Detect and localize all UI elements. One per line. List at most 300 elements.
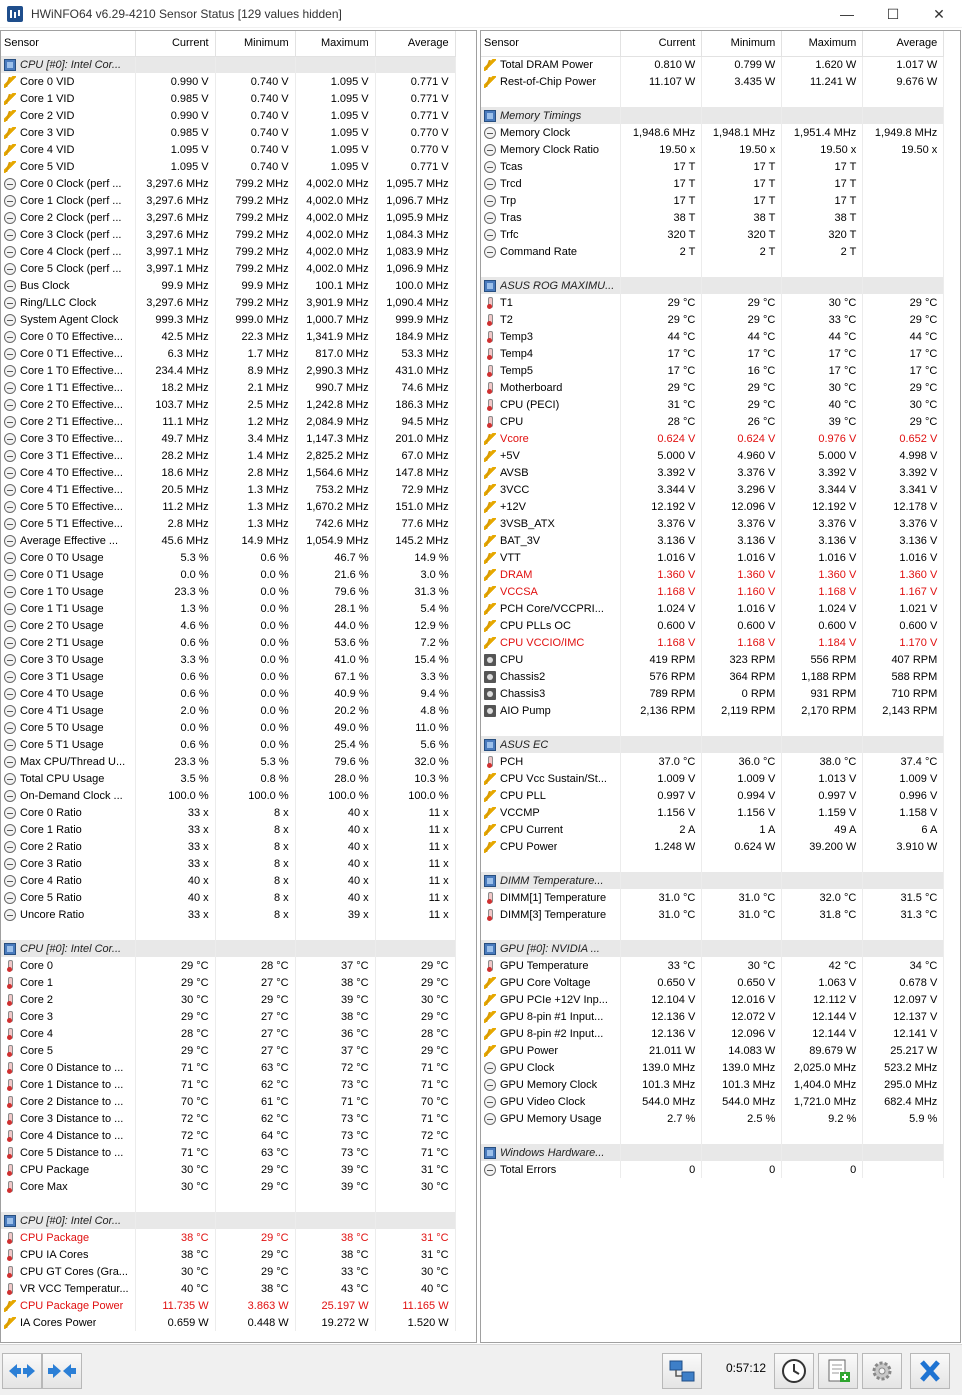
current-value: 3.344 V <box>621 481 702 498</box>
nav-arrows-button[interactable] <box>2 1353 42 1389</box>
sensor-row-uncore-ratio[interactable] <box>1 906 455 923</box>
sensor-row-cpu-package[interactable] <box>1 1229 455 1246</box>
maximum-value: 28.1 % <box>295 600 375 617</box>
sensor-row-cpu-peci[interactable] <box>481 396 944 413</box>
sensor-row-core-3-vid[interactable] <box>1 124 455 141</box>
sensor-row-dimm-3-temperature[interactable] <box>481 906 944 923</box>
clock-icon <box>484 1079 496 1091</box>
maximum-value: 4,002.0 MHz <box>295 260 375 277</box>
sensor-label: DIMM[3] Temperature <box>500 908 607 921</box>
sensor-group-header[interactable] <box>481 277 944 294</box>
maximum-value: 1.095 V <box>295 124 375 141</box>
settings-button[interactable] <box>862 1353 902 1389</box>
sensor-label: AIO Pump <box>500 704 551 717</box>
maximum-value: 742.6 MHz <box>295 515 375 532</box>
minimum-value: 27 °C <box>215 1008 295 1025</box>
current-value: 1.168 V <box>621 634 702 651</box>
sensor-row-total-dram-power[interactable] <box>481 56 944 73</box>
sensor-row-rest-of-chip-power[interactable] <box>481 73 944 90</box>
minimize-button[interactable]: — <box>840 6 854 22</box>
maximum-value: 67.1 % <box>295 668 375 685</box>
sensor-row-trp[interactable] <box>481 192 944 209</box>
sensor-row-core-4-t1-usage[interactable] <box>1 702 455 719</box>
sensor-label: Core 5 T0 Usage <box>20 721 104 734</box>
maximum-value: 320 T <box>782 226 863 243</box>
sensor-row-core-3-t0-usage[interactable] <box>1 651 455 668</box>
sensor-label: GPU 8-pin #2 Input... <box>500 1027 604 1040</box>
column-header-minimum[interactable]: Minimum <box>702 31 782 56</box>
sensor-row-chassis3[interactable] <box>481 685 944 702</box>
average-value: 4.998 V <box>863 447 944 464</box>
maximum-value: 9.2 % <box>782 1110 863 1127</box>
minimum-value: 12.096 V <box>702 1025 782 1042</box>
sensor-row-ring-llc-clock[interactable] <box>1 294 455 311</box>
sensor-label: Core 1 Clock (perf ... <box>20 194 122 207</box>
clock-icon <box>4 671 16 683</box>
minimum-value: 101.3 MHz <box>702 1076 782 1093</box>
sensor-group-header[interactable] <box>1 940 455 957</box>
minimum-value: 1.016 V <box>702 600 782 617</box>
sensor-label: BAT_3V <box>500 534 541 547</box>
average-value: 0.771 V <box>375 107 455 124</box>
average-value: 30 °C <box>375 1178 455 1195</box>
minimum-value: 799.2 MHz <box>215 294 295 311</box>
current-value: 3,297.6 MHz <box>135 209 215 226</box>
sensor-row-temp4[interactable] <box>481 345 944 362</box>
network-button[interactable] <box>662 1353 702 1389</box>
column-header-current[interactable]: Current <box>621 31 702 56</box>
minimum-value: 3.376 V <box>702 464 782 481</box>
average-value: 2,143 RPM <box>863 702 944 719</box>
average-value: 1,084.3 MHz <box>375 226 455 243</box>
minimum-value: 1.3 MHz <box>215 498 295 515</box>
column-header-current[interactable]: Current <box>135 31 215 56</box>
sensor-label: CPU <box>500 653 524 666</box>
minimum-value: 29 °C <box>702 294 782 311</box>
elapsed-timer: 0:57:12 <box>726 1361 767 1375</box>
sensor-row-gpu-clock[interactable] <box>481 1059 944 1076</box>
sensor-label: Core 0 T0 Effective... <box>20 330 123 343</box>
current-value: 40 °C <box>135 1280 215 1297</box>
sensor-row-t2[interactable] <box>481 311 944 328</box>
sensor-row-core-5-t1-usage[interactable] <box>1 736 455 753</box>
sensor-group-header[interactable] <box>481 107 944 124</box>
sensor-row-gpu-memory-clock[interactable] <box>481 1076 944 1093</box>
section-spacer <box>481 1127 944 1144</box>
maximize-button[interactable]: ☐ <box>886 5 900 22</box>
sensor-row-3vcc[interactable] <box>481 481 944 498</box>
sensor-row-memory-clock-ratio[interactable] <box>481 141 944 158</box>
sensor-row-pch-core-vccpri[interactable] <box>481 600 944 617</box>
sensor-row-trcd[interactable] <box>481 175 944 192</box>
sensor-row-core-3-ratio[interactable] <box>1 855 455 872</box>
sensor-group-header[interactable] <box>481 940 944 957</box>
sensor-label: Core 3 T0 Usage <box>20 653 104 666</box>
sensor-row-core-2-t0-usage[interactable] <box>1 617 455 634</box>
sensor-row-3vsb-atx[interactable] <box>481 515 944 532</box>
average-value: 1.009 V <box>863 770 944 787</box>
minimum-value: 2 T <box>702 243 782 260</box>
sensor-label: +12V <box>500 500 526 513</box>
sensor-row-gpu-pcie-12v-inp[interactable] <box>481 991 944 1008</box>
sensor-label: Core 3 Ratio <box>20 857 82 870</box>
sensor-row-gpu-8-pin-1-input[interactable] <box>481 1008 944 1025</box>
close-sensors-button[interactable] <box>910 1353 950 1389</box>
sensor-row-tcas[interactable] <box>481 158 944 175</box>
sensor-row-command-rate[interactable] <box>481 243 944 260</box>
current-value: 103.7 MHz <box>135 396 215 413</box>
minimum-value: 31.0 °C <box>702 889 782 906</box>
sensor-row-cpu-vccio-imc[interactable] <box>481 634 944 651</box>
sensor-group-header[interactable] <box>481 736 944 753</box>
sensor-panel-right[interactable] <box>480 30 961 1343</box>
clock-icon <box>4 416 16 428</box>
sensor-row-core-0-t0-effective[interactable] <box>1 328 455 345</box>
sensor-row-core-1-distance-to[interactable] <box>1 1076 455 1093</box>
section-spacer <box>481 923 944 940</box>
sensor-row-core-3-distance-to[interactable] <box>1 1110 455 1127</box>
sensor-label: Core 2 Distance to ... <box>20 1095 124 1108</box>
voltage-icon <box>484 790 496 802</box>
chip-icon <box>4 943 16 955</box>
average-value: 32.0 % <box>375 753 455 770</box>
clock-icon <box>4 314 16 326</box>
sensor-row-core-4-ratio[interactable] <box>1 872 455 889</box>
minimum-value: 3.136 V <box>702 532 782 549</box>
sensor-row-dram[interactable] <box>481 566 944 583</box>
maximum-value: 20.2 % <box>295 702 375 719</box>
sensor-row-core-4[interactable] <box>1 1025 455 1042</box>
temperature-icon <box>484 756 496 768</box>
sensor-row-pch[interactable] <box>481 753 944 770</box>
voltage-icon <box>484 773 496 785</box>
sensor-row-t1[interactable] <box>481 294 944 311</box>
average-value: 100.0 % <box>375 787 455 804</box>
sensor-row-temp3[interactable] <box>481 328 944 345</box>
sensor-row-core-4-clock-perf[interactable] <box>1 243 455 260</box>
sensor-row-chassis2[interactable] <box>481 668 944 685</box>
sensor-row-core-3-t0-effective[interactable] <box>1 430 455 447</box>
current-value: 17 T <box>621 175 702 192</box>
maximum-value: 79.6 % <box>295 583 375 600</box>
sensor-row-core-5[interactable] <box>1 1042 455 1059</box>
minimum-value: 999.0 MHz <box>215 311 295 328</box>
sensor-label: T2 <box>500 313 513 326</box>
current-value: 19.50 x <box>621 141 702 158</box>
sensor-row-core-0-ratio[interactable] <box>1 804 455 821</box>
sensor-row-core-5-t1-effective[interactable] <box>1 515 455 532</box>
current-value: 1.095 V <box>135 141 215 158</box>
current-value: 0.985 V <box>135 90 215 107</box>
minimum-value: 17 °C <box>702 345 782 362</box>
sensor-row-gpu-8-pin-2-input[interactable] <box>481 1025 944 1042</box>
maximum-value: 37 °C <box>295 1042 375 1059</box>
current-value: 38 °C <box>135 1246 215 1263</box>
sensor-row-core-1-ratio[interactable] <box>1 821 455 838</box>
sensor-row-vccmp[interactable] <box>481 804 944 821</box>
close-window-button[interactable]: ✕ <box>933 5 945 22</box>
sensor-group-header[interactable] <box>1 1212 455 1229</box>
sensor-row-memory-clock[interactable] <box>481 124 944 141</box>
maximum-value: 0 <box>782 1161 863 1178</box>
minimum-value: 1.156 V <box>702 804 782 821</box>
sensor-row-bat-3v[interactable] <box>481 532 944 549</box>
sensor-row-core-1-t1-effective[interactable] <box>1 379 455 396</box>
sensor-row-total-cpu-usage[interactable] <box>1 770 455 787</box>
average-value: 30 °C <box>375 991 455 1008</box>
minimum-value: 8 x <box>215 855 295 872</box>
minimum-value: 38 T <box>702 209 782 226</box>
sensor-row-12v[interactable] <box>481 498 944 515</box>
sensor-row-cpu-package-power[interactable] <box>1 1297 455 1314</box>
sensor-row-core-0-t0-usage[interactable] <box>1 549 455 566</box>
column-header-minimum[interactable]: Minimum <box>215 31 295 56</box>
maximum-value: 4,002.0 MHz <box>295 243 375 260</box>
average-value: 30 °C <box>375 1263 455 1280</box>
sensor-row-vcore[interactable] <box>481 430 944 447</box>
voltage-icon <box>484 977 496 989</box>
sensor-row-gpu-video-clock[interactable] <box>481 1093 944 1110</box>
voltage-icon <box>4 161 16 173</box>
maximum-value: 1,404.0 MHz <box>782 1076 863 1093</box>
maximum-value: 0.600 V <box>782 617 863 634</box>
sensor-row-max-cpu-thread-u[interactable] <box>1 753 455 770</box>
maximum-value: 3.344 V <box>782 481 863 498</box>
sensor-row-core-2-t0-effective[interactable] <box>1 396 455 413</box>
sensor-label: Core 4 Clock (perf ... <box>20 245 122 258</box>
sensor-row-core-3-t1-effective[interactable] <box>1 447 455 464</box>
sensor-row-core-2-vid[interactable] <box>1 107 455 124</box>
sensor-label: GPU Video Clock <box>500 1095 586 1108</box>
sensor-row-cpu-ia-cores[interactable] <box>1 1246 455 1263</box>
sensor-row-core-0-t1-effective[interactable] <box>1 345 455 362</box>
sensor-row-aio-pump[interactable] <box>481 702 944 719</box>
sensor-row-cpu-vcc-sustain-st[interactable] <box>481 770 944 787</box>
clock-icon <box>4 212 16 224</box>
sensor-row-average-effective[interactable] <box>1 532 455 549</box>
sensor-row-cpu[interactable] <box>481 413 944 430</box>
sensor-row-gpu-core-voltage[interactable] <box>481 974 944 991</box>
clock-button[interactable] <box>774 1353 814 1389</box>
average-value: 17 °C <box>863 362 944 379</box>
current-value: 11.107 W <box>621 73 702 90</box>
sensor-row-gpu-temperature[interactable] <box>481 957 944 974</box>
sensor-label: Core 4 T1 Effective... <box>20 483 123 496</box>
sensor-label: VCCSA <box>500 585 538 598</box>
sensor-row-core-0[interactable] <box>1 957 455 974</box>
average-value: 11 x <box>375 855 455 872</box>
sensor-label: Core 0 T0 Usage <box>20 551 104 564</box>
sensor-row-motherboard[interactable] <box>481 379 944 396</box>
sensor-row-cpu-pll[interactable] <box>481 787 944 804</box>
maximum-value: 37 °C <box>295 957 375 974</box>
sensor-row-vtt[interactable] <box>481 549 944 566</box>
sensor-row-gpu-memory-usage[interactable] <box>481 1110 944 1127</box>
sensor-row-core-3[interactable] <box>1 1008 455 1025</box>
sensor-group-header[interactable] <box>1 56 455 73</box>
sensor-row-core-5-t0-usage[interactable] <box>1 719 455 736</box>
sensor-label: Core 1 Distance to ... <box>20 1078 124 1091</box>
temperature-icon <box>4 1096 16 1108</box>
current-value: 71 °C <box>135 1076 215 1093</box>
column-header-maximum[interactable]: Maximum <box>295 31 375 56</box>
sensor-row-core-2-t1-usage[interactable] <box>1 634 455 651</box>
temperature-icon <box>4 1011 16 1023</box>
sensor-row-core-4-t0-effective[interactable] <box>1 464 455 481</box>
sensor-row-core-max[interactable] <box>1 1178 455 1195</box>
clock-icon <box>484 1164 496 1176</box>
sensor-label: GPU Memory Usage <box>500 1112 602 1125</box>
sensor-row-core-5-clock-perf[interactable] <box>1 260 455 277</box>
sensor-row-5v[interactable] <box>481 447 944 464</box>
minimum-value: 2.1 MHz <box>215 379 295 396</box>
sensor-row-gpu-power[interactable] <box>481 1042 944 1059</box>
current-value: 5.3 % <box>135 549 215 566</box>
sensor-row-core-0-t1-usage[interactable] <box>1 566 455 583</box>
sensor-label: Core 1 T0 Effective... <box>20 364 123 377</box>
sensor-row-cpu-package[interactable] <box>1 1161 455 1178</box>
current-value: 1.009 V <box>621 770 702 787</box>
average-value: 29 °C <box>863 311 944 328</box>
maximum-value: 1,564.6 MHz <box>295 464 375 481</box>
column-header-sensor[interactable]: Sensor <box>481 31 621 56</box>
average-value: 25.217 W <box>863 1042 944 1059</box>
average-value: 5.4 % <box>375 600 455 617</box>
sensor-row-tras[interactable] <box>481 209 944 226</box>
sensor-row-core-4-vid[interactable] <box>1 141 455 158</box>
sensor-row-cpu-power[interactable] <box>481 838 944 855</box>
sensor-row-core-0-clock-perf[interactable] <box>1 175 455 192</box>
current-value: 23.3 % <box>135 753 215 770</box>
sensor-group-header[interactable] <box>481 1144 944 1161</box>
column-header-average[interactable]: Average <box>863 31 944 56</box>
maximum-value: 49 A <box>782 821 863 838</box>
sensor-row-core-1-clock-perf[interactable] <box>1 192 455 209</box>
sensor-row-core-1-vid[interactable] <box>1 90 455 107</box>
sensor-row-core-2-clock-perf[interactable] <box>1 209 455 226</box>
sensor-row-on-demand-clock[interactable] <box>1 787 455 804</box>
collapse-arrows-button[interactable] <box>42 1353 82 1389</box>
sensor-row-avsb[interactable] <box>481 464 944 481</box>
sensor-label: CPU PLL <box>500 789 546 802</box>
sensor-row-temp5[interactable] <box>481 362 944 379</box>
sensor-row-core-2-ratio[interactable] <box>1 838 455 855</box>
current-value: 0.990 V <box>135 73 215 90</box>
sensor-label: +5V <box>500 449 520 462</box>
sensor-row-core-2-distance-to[interactable] <box>1 1093 455 1110</box>
temperature-icon <box>484 314 496 326</box>
sensor-row-core-3-clock-perf[interactable] <box>1 226 455 243</box>
maximum-value: 1,721.0 MHz <box>782 1093 863 1110</box>
average-value: 3.0 % <box>375 566 455 583</box>
sensor-row-core-0-vid[interactable] <box>1 73 455 90</box>
sensor-label: GPU Power <box>500 1044 559 1057</box>
sensor-row-bus-clock[interactable] <box>1 277 455 294</box>
sensor-row-core-1-t0-usage[interactable] <box>1 583 455 600</box>
sensor-row-core-5-distance-to[interactable] <box>1 1144 455 1161</box>
current-value: 29 °C <box>621 379 702 396</box>
maximum-value: 100.0 % <box>295 787 375 804</box>
minimum-value: 0.0 % <box>215 600 295 617</box>
sensor-row-vr-vcc-temperatur[interactable] <box>1 1280 455 1297</box>
maximum-value: 17 T <box>782 175 863 192</box>
sensor-row-core-4-t1-effective[interactable] <box>1 481 455 498</box>
sensor-group-header[interactable] <box>481 872 944 889</box>
minimum-value: 2.5 % <box>702 1110 782 1127</box>
sensor-row-cpu-plls-oc[interactable] <box>481 617 944 634</box>
sensor-row-dimm-1-temperature[interactable] <box>481 889 944 906</box>
temperature-icon <box>4 1249 16 1261</box>
sensor-row-core-0-distance-to[interactable] <box>1 1059 455 1076</box>
sensor-row-core-1[interactable] <box>1 974 455 991</box>
sensor-row-core-4-t0-usage[interactable] <box>1 685 455 702</box>
sensor-row-total-errors[interactable] <box>481 1161 944 1178</box>
sensor-label: Temp5 <box>500 364 534 377</box>
sensor-row-cpu-gt-cores-gra[interactable] <box>1 1263 455 1280</box>
section-spacer <box>481 719 944 736</box>
sensor-row-core-4-distance-to[interactable] <box>1 1127 455 1144</box>
sensor-row-core-5-t0-effective[interactable] <box>1 498 455 515</box>
clock-icon <box>4 722 16 734</box>
temperature-icon <box>484 297 496 309</box>
temperature-icon <box>4 1147 16 1159</box>
sensor-row-cpu-current[interactable] <box>481 821 944 838</box>
voltage-icon <box>484 841 496 853</box>
maximum-value: 40.9 % <box>295 685 375 702</box>
minimum-value: 3.296 V <box>702 481 782 498</box>
temperature-icon <box>4 1266 16 1278</box>
minimum-value: 8 x <box>215 889 295 906</box>
sensor-label: Core 5 Clock (perf ... <box>20 262 122 275</box>
temperature-icon <box>484 960 496 972</box>
sensor-row-core-1-t1-usage[interactable] <box>1 600 455 617</box>
maximum-value: 1.095 V <box>295 158 375 175</box>
sensor-row-core-2-t1-effective[interactable] <box>1 413 455 430</box>
average-value: 1.170 V <box>863 634 944 651</box>
clock-icon <box>4 518 16 530</box>
sensor-row-core-2[interactable] <box>1 991 455 1008</box>
current-value: 44 °C <box>621 328 702 345</box>
sensor-row-core-5-vid[interactable] <box>1 158 455 175</box>
sensor-label: Bus Clock <box>20 279 70 292</box>
clock-icon <box>4 433 16 445</box>
sensor-row-core-3-t1-usage[interactable] <box>1 668 455 685</box>
sensor-row-core-5-ratio[interactable] <box>1 889 455 906</box>
sensor-row-cpu[interactable] <box>481 651 944 668</box>
voltage-icon <box>484 450 496 462</box>
sensor-label: Rest-of-Chip Power <box>500 75 596 88</box>
add-log-button[interactable] <box>818 1353 858 1389</box>
sensor-row-core-1-t0-effective[interactable] <box>1 362 455 379</box>
sensor-row-trfc[interactable] <box>481 226 944 243</box>
average-value: 1,096.7 MHz <box>375 192 455 209</box>
current-value: 33 x <box>135 855 215 872</box>
column-header-sensor[interactable]: Sensor <box>1 31 135 56</box>
sensor-row-system-agent-clock[interactable] <box>1 311 455 328</box>
column-header-average[interactable]: Average <box>375 31 455 56</box>
chip-icon <box>484 943 496 955</box>
maximum-value: 0.976 V <box>782 430 863 447</box>
clock-icon <box>4 348 16 360</box>
clock-icon <box>484 144 496 156</box>
current-value: 0.810 W <box>621 56 702 73</box>
sensor-panel-left[interactable] <box>0 30 477 1343</box>
average-value: 3.3 % <box>375 668 455 685</box>
column-header-maximum[interactable]: Maximum <box>782 31 863 56</box>
sensor-row-ia-cores-power[interactable] <box>1 1314 455 1331</box>
sensor-label: GPU Core Voltage <box>500 976 591 989</box>
sensor-row-vccsa[interactable] <box>481 583 944 600</box>
